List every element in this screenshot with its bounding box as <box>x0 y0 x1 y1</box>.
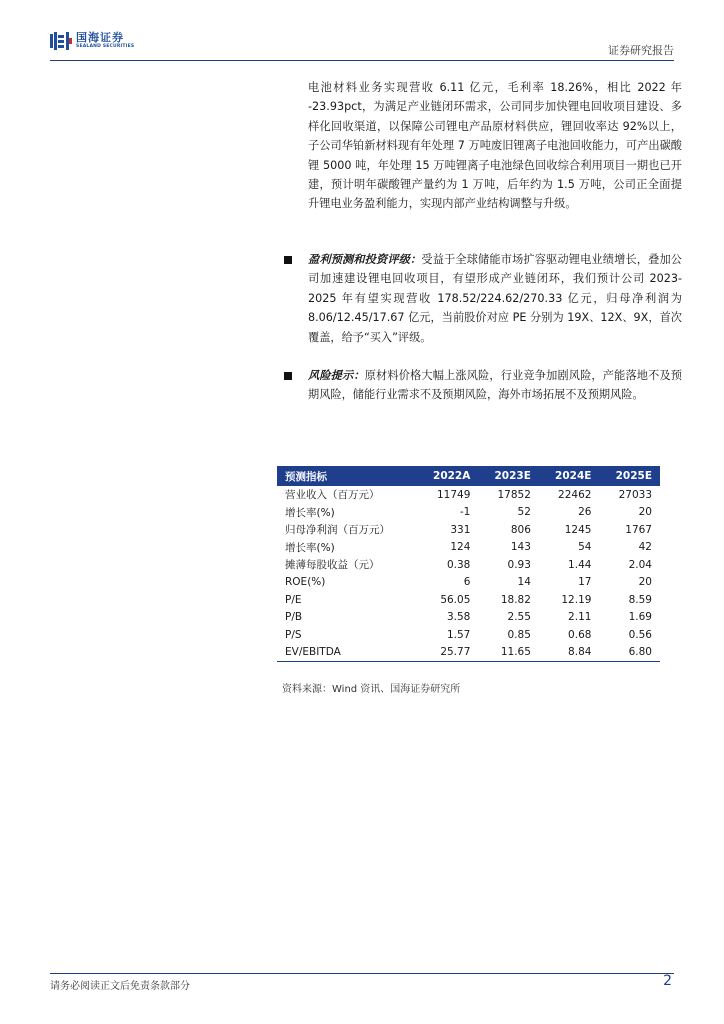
table-cell: 20 <box>638 506 652 519</box>
table-cell: 0.56 <box>628 628 652 641</box>
footer-divider <box>50 973 674 974</box>
table-row <box>277 591 660 609</box>
forecast-table <box>277 466 660 662</box>
header-divider <box>50 60 674 61</box>
table-cell: 1.69 <box>628 611 652 624</box>
table-cell: P/S <box>285 628 302 641</box>
table-header-cell: 2023E <box>478 466 539 486</box>
table-row <box>277 556 660 574</box>
table-cell: 摊薄每股收益（元） <box>285 559 380 572</box>
table-cell: 0.38 <box>446 558 471 571</box>
table-header-cell: 预测指标 <box>277 466 417 486</box>
table-cell: 26 <box>578 506 592 519</box>
table-row <box>277 504 660 522</box>
table-cell: 增长率(%) <box>285 541 335 554</box>
table-cell: 1245 <box>564 523 592 536</box>
table-cell: 54 <box>578 541 592 554</box>
table-cell: 143 <box>510 541 531 554</box>
disclaimer-note: 请务必阅读正文后免责条款部分 <box>50 981 190 992</box>
table-header-cell: 2025E <box>599 466 660 486</box>
logo-text-en: SEALAND SECURITIES <box>76 44 135 49</box>
company-logo <box>50 32 134 50</box>
page-number: 2 <box>663 973 672 989</box>
table-cell: 2.11 <box>568 611 592 624</box>
bullet-text: 原材料价格大幅上涨风险，行业竞争加剧风险，产能落地不及预期风险，储能行业需求不及预期风险，海外市场拓展不及预期风险。 <box>308 369 682 402</box>
bullet-earnings-forecast <box>284 250 682 347</box>
table-cell: 1.57 <box>446 628 471 641</box>
table-row <box>277 521 660 539</box>
table-cell: 0.93 <box>507 558 531 571</box>
table-row <box>277 539 660 557</box>
table-header-row <box>277 466 660 486</box>
bullet-title: 风险提示： <box>308 369 365 382</box>
table-row <box>277 609 660 627</box>
table-cell: 8.84 <box>539 644 600 662</box>
bullet-risk-warning <box>284 366 682 405</box>
table-cell: 18.82 <box>500 593 531 606</box>
table-cell: 8.59 <box>628 593 652 606</box>
table-cell: 52 <box>517 506 531 519</box>
table-cell: 归母净利润（百万元） <box>285 524 390 537</box>
table-row <box>277 486 660 504</box>
table-cell: 0.68 <box>568 628 592 641</box>
table-row <box>277 644 660 662</box>
table-cell: 营业收入（百万元） <box>285 489 380 502</box>
table-row <box>277 574 660 592</box>
table-cell: 1767 <box>625 523 652 536</box>
table-cell: 17 <box>578 576 592 589</box>
table-cell: 6 <box>463 576 471 589</box>
logo-mark-icon <box>50 32 72 50</box>
table-row <box>277 626 660 644</box>
table-cell: 331 <box>450 523 471 536</box>
table-cell: EV/EBITDA <box>277 644 417 662</box>
table-cell: 6.80 <box>599 644 660 662</box>
table-source-note: 资料来源：Wind 资讯、国海证券研究所 <box>282 684 461 695</box>
table-header-cell: 2022A <box>417 466 479 486</box>
table-cell: 3.58 <box>446 611 471 624</box>
table-cell: 2.04 <box>628 558 652 571</box>
bullet-text: 受益于全球储能市场扩容驱动锂电业绩增长，叠加公司加速建设锂电回收项目，有望形成产业链闭环，我们预计公司 2023-2025 年有望实现营收 178.52/224.62/270.33 亿元，归母净利润为 8.06/12.45/17.67 亿元，当前股价对应 PE 分别为 19X、12X、9X，首次覆盖，给予“买入”评级。 <box>308 253 682 344</box>
table-cell: 2.55 <box>507 611 531 624</box>
table-cell: 22462 <box>558 488 592 501</box>
report-type-title: 证券研究报告 <box>608 44 674 57</box>
table-cell: 20 <box>638 576 652 589</box>
table-cell: 增长率(%) <box>285 506 335 519</box>
table-cell: 42 <box>638 541 652 554</box>
table-cell: ROE(%) <box>285 576 326 589</box>
table-cell: P/B <box>285 611 303 624</box>
logo-text-cn: 国海证券 <box>76 31 124 44</box>
table-cell: 14 <box>517 576 531 589</box>
body-paragraph: 电池材料业务实现营收 6.11 亿元，毛利率 18.26%，相比 2022 年 -23.93pct，为满足产业链闭环需求，公司同步加快锂电回收项目建设、多样化回收渠道，以保障公司锂电产品原材料供应，锂回收率达 92%以上，子公司华铂新材料现有年处理 7 万吨废旧锂离子电池回收能力，可产出碳酸锂 5000 吨，年处理 15 万吨锂离子电池绿色回收综合利用项目一期也已开建，预计明年碳酸锂产量约为 1 万吨，后年约为 1.5 万吨，公司正全面提升锂电业务盈利能力，实现内部产业结构调整与升级。 <box>308 81 682 211</box>
table-cell: 56.05 <box>440 593 471 606</box>
table-cell: 17852 <box>497 488 531 501</box>
table-cell: 11.65 <box>478 644 539 662</box>
bullet-title: 盈利预测和投资评级： <box>308 253 422 266</box>
table-cell: 806 <box>510 523 531 536</box>
table-cell: 1.44 <box>568 558 592 571</box>
bullet-square-icon <box>284 372 292 380</box>
table-cell: 11749 <box>436 488 471 501</box>
bullet-square-icon <box>284 256 292 264</box>
table-cell: P/E <box>285 593 302 606</box>
table-cell: 12.19 <box>561 593 592 606</box>
table-header-cell: 2024E <box>539 466 600 486</box>
table-cell: 124 <box>450 541 471 554</box>
table-cell: -1 <box>459 506 471 519</box>
table-cell: 0.85 <box>507 628 531 641</box>
table-cell: 27033 <box>618 488 652 501</box>
table-cell: 25.77 <box>417 644 479 662</box>
